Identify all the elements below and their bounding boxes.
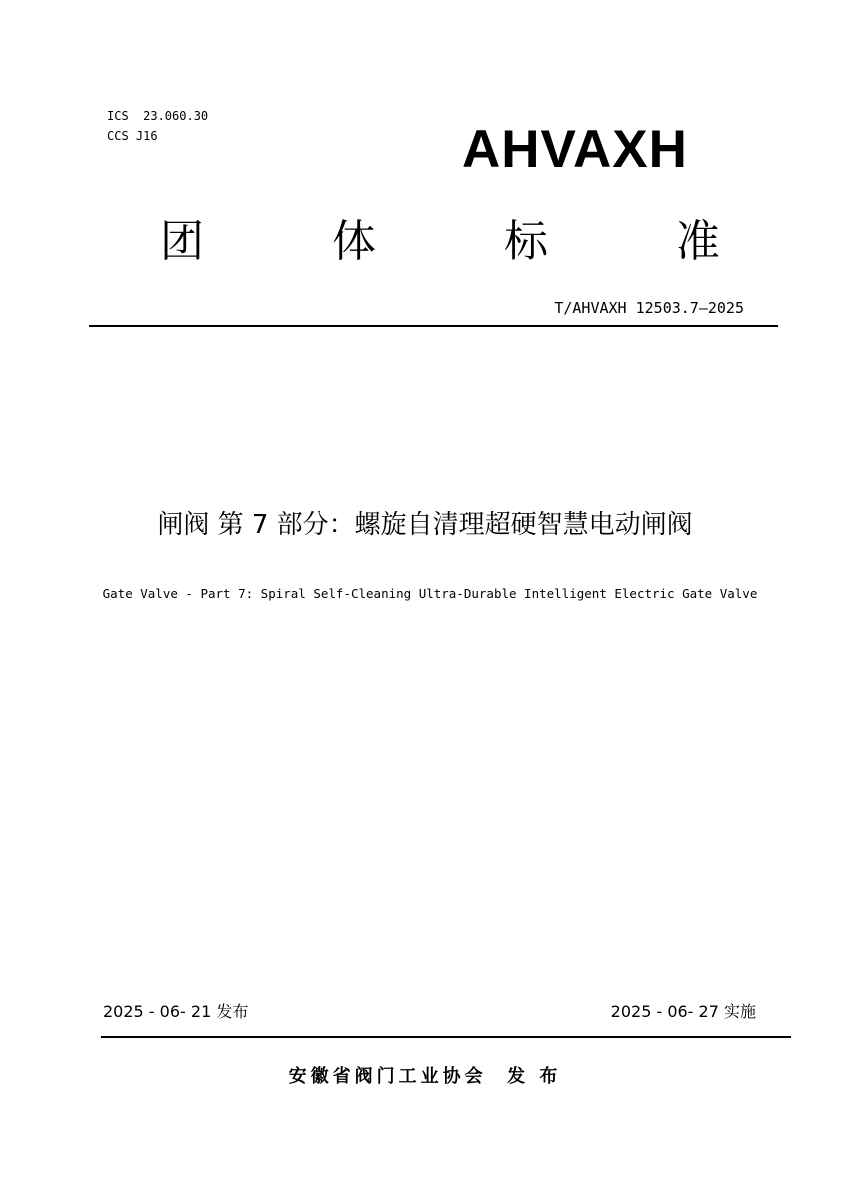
ics-code: ICS 23.060.30 [107,109,209,123]
standard-number: T/AHVAXH 12503.7—2025 [554,299,744,317]
issue-date: 2025 - 06- 21 发布 [103,1002,249,1021]
ccs-code: CCS J16 [107,129,158,143]
org-code-logo: AHVAXH [462,120,688,179]
standard-type-heading [160,212,720,272]
document-title-chinese: 闸阀 第 7 部分：螺旋自清理超硬智慧电动闸阀 [157,510,693,540]
document-title-english: Gate Valve - Part 7: Spiral Self-Cleaning Ultra-Durable Intelligent Electric Gate Valve [102,586,758,601]
bottom-divider [101,1036,791,1038]
publisher-line: 安徽省阀门工业协会 发 布 [288,1066,562,1087]
standard-type-char: 准 [676,216,720,267]
top-divider [89,325,778,327]
implementation-date: 2025 - 06- 27 实施 [610,1002,756,1021]
standard-type-char: 体 [332,216,376,267]
standard-type-char: 标 [504,216,548,267]
standard-type-char: 团 [160,216,204,267]
